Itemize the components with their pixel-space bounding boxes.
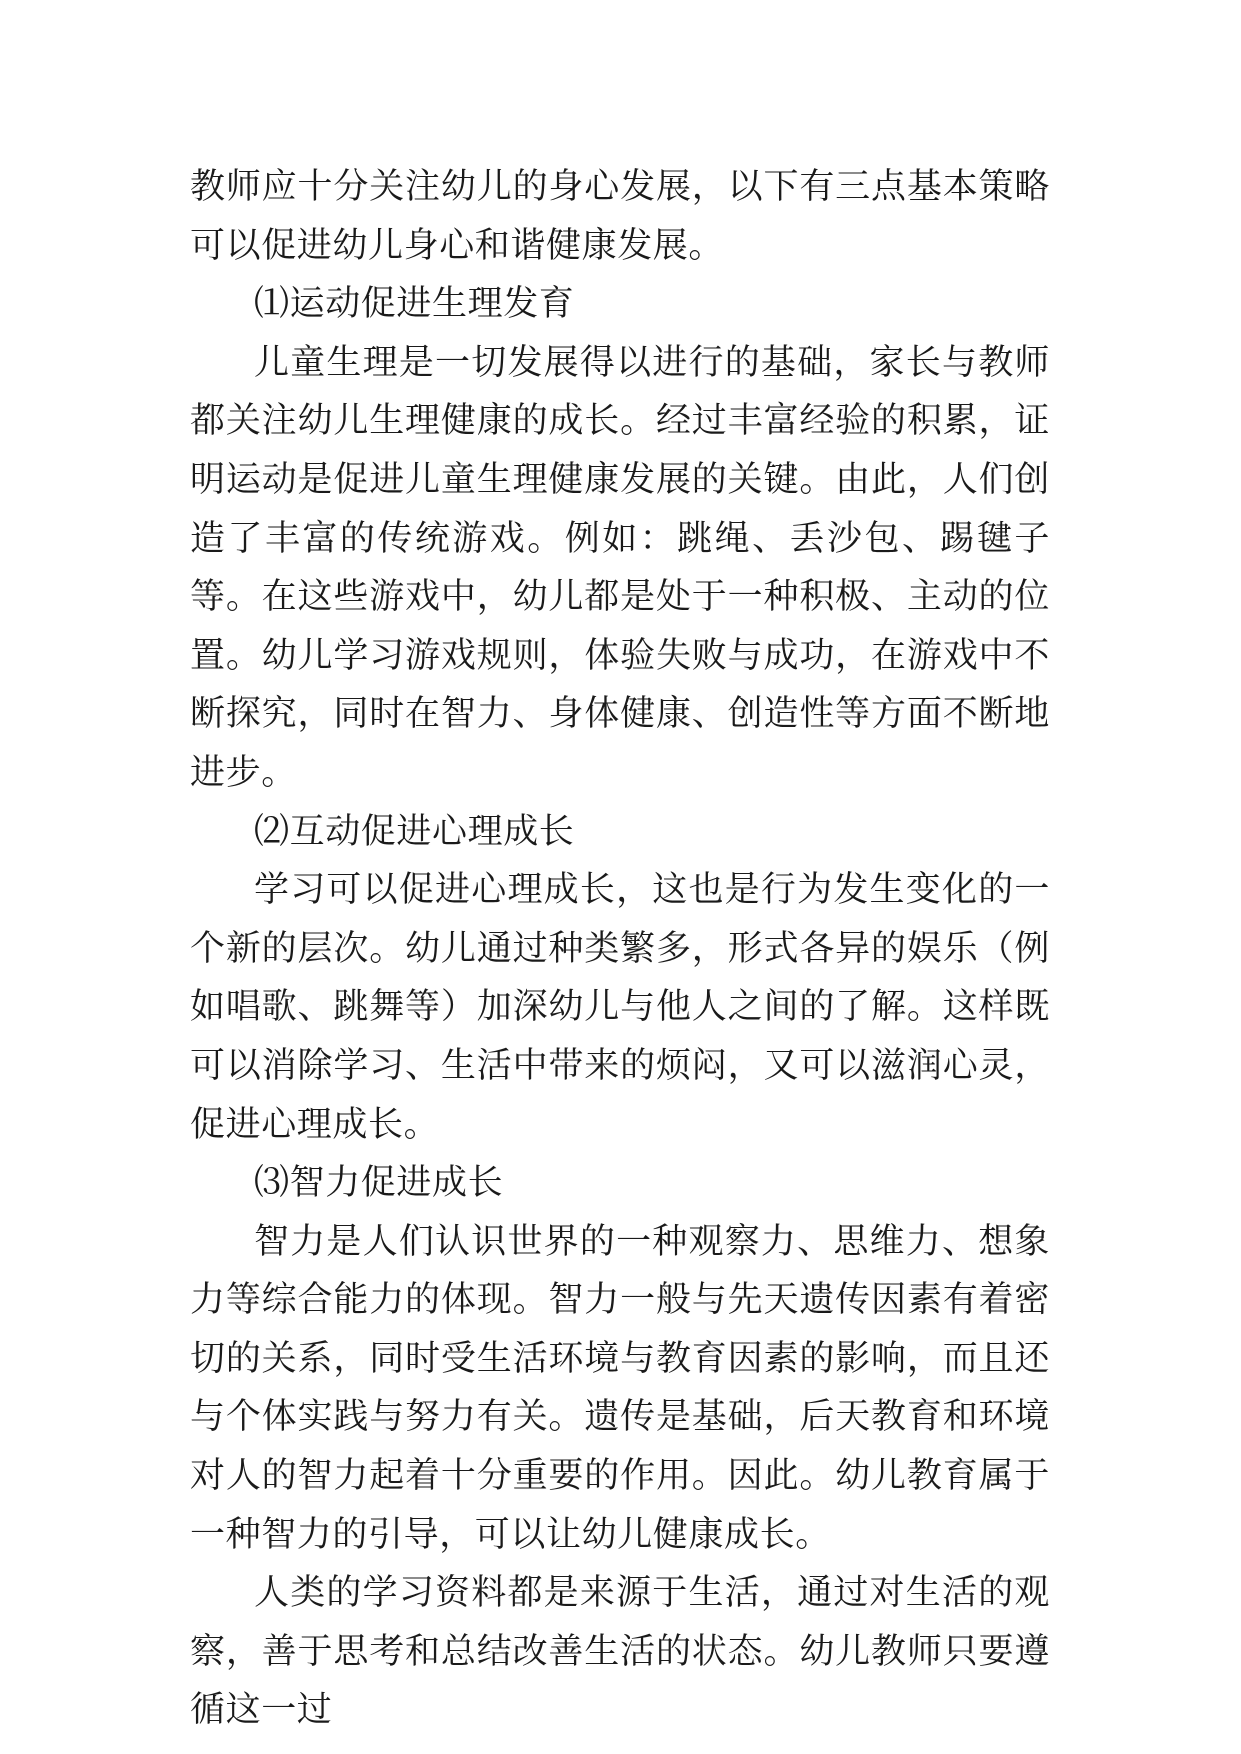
section-heading-1: ⑴运动促进生理发育: [254, 284, 575, 325]
intro-paragraph: 教师应十分关注幼儿的身心发展，以下有三点基本策略可以促进幼儿身心和谐健康发展。: [190, 167, 1050, 266]
section-heading-2: ⑵互动促进心理成长: [254, 811, 575, 852]
closing-paragraph: 人类的学习资料都是来源于生活，通过对生活的观察，善于思考和总结改善生活的状态。幼儿教师只要遵循这一过: [190, 1573, 1050, 1731]
section-heading-3: ⑶智力促进成长: [254, 1163, 504, 1204]
section-paragraph-2: 学习可以促进心理成长，这也是行为发生变化的一个新的层次。幼儿通过种类繁多，形式各异的娱乐（例如唱歌、跳舞等）加深幼儿与他人之间的了解。这样既可以消除学习、生活中带来的烦闷，又可以滋润心灵，促进心理成长。: [190, 870, 1050, 1145]
document-body: [190, 158, 1050, 1740]
section-paragraph-3: 智力是人们认识世界的一种观察力、思维力、想象力等综合能力的体现。智力一般与先天遗传因素有着密切的关系，同时受生活环境与教育因素的影响，而且还与个体实践与努力有关。遗传是基础，后天教育和环境对人的智力起着十分重要的作用。因此。幼儿教育属于一种智力的引导，可以让幼儿健康成长。: [190, 1221, 1050, 1555]
section-paragraph-1: 儿童生理是一切发展得以进行的基础，家长与教师都关注幼儿生理健康的成长。经过丰富经验的积累，证明运动是促进儿童生理健康发展的关键。由此，人们创造了丰富的传统游戏。例如：跳绳、丢沙包、踢毽子等。在这些游戏中，幼儿都是处于一种积极、主动的位置。幼儿学习游戏规则，体验失败与成功，在游戏中不断探究，同时在智力、身体健康、创造性等方面不断地进步。: [190, 342, 1050, 793]
